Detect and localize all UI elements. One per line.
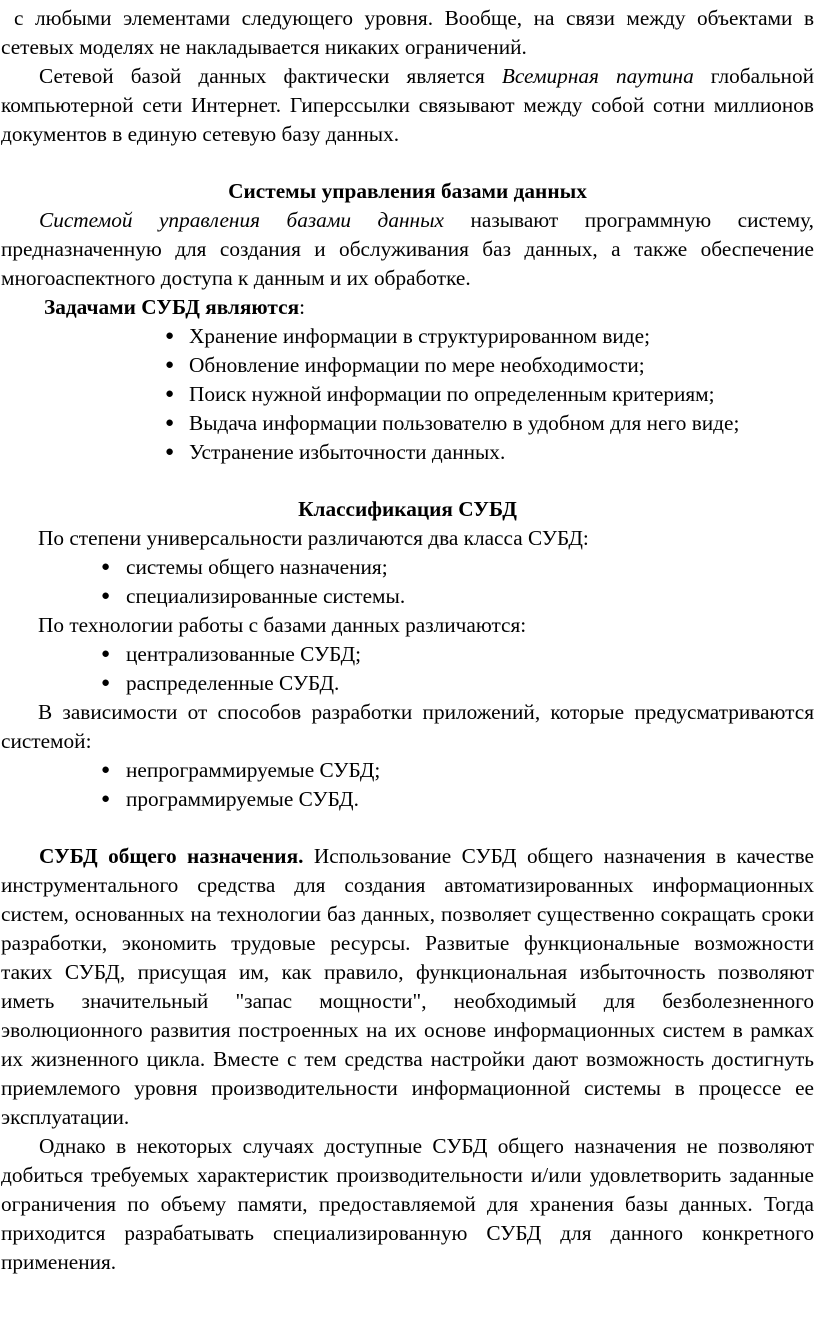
universality-intro: По степени универсальности различаются два класса СУБД: bbox=[38, 526, 589, 550]
paragraph-dbms-definition bbox=[1, 206, 814, 293]
text-run: Сетевой базой данных фактически является bbox=[39, 64, 502, 88]
list-item bbox=[1, 669, 814, 698]
web-term: Всемирная паутина bbox=[501, 64, 694, 88]
bullet-icon: ● bbox=[165, 357, 175, 373]
list-item bbox=[1, 582, 814, 611]
text-run: Использование СУБД общего назначения в качестве инструментального средства для создания автоматизированных информационных систем, основанных на технологии баз данных, позволяет существенно сокращать сроки разработки, экономить трудовые ресурсы. Развитые функциональные возможности таких СУБД, присущая им, как правило, функциональная избыточность позволяют иметь значительный "запас мощности", необходимый для безболезненного эволюционного развития построенных на их основе информационных систем в рамках их жизненного цикла. Вместе с тем средства настройки дают возможность достигнуть приемлемого уровня производительности информационной системы в процессе ее эксплуатации. bbox=[1, 844, 814, 1129]
bullet-icon: ● bbox=[165, 415, 175, 431]
tasks-label: Задачами СУБД являются bbox=[44, 295, 300, 319]
tasks-heading bbox=[1, 293, 814, 322]
bullet-icon: ● bbox=[101, 675, 111, 691]
development-intro: В зависимости от способов разработки приложений, которые предусматриваются системой: bbox=[1, 700, 814, 753]
paragraph-specialized: Однако в некоторых случаях доступные СУБД общего назначения не позволяют добиться требуемых характеристик производительности и/или удовлетворить заданные ограничения по объему памяти, предоставляемой для хранения базы данных. Тогда приходится разрабатывать специализированную СУБД для данного конкретного применения. bbox=[1, 1134, 814, 1274]
list-item-text: централизованные СУБД; bbox=[126, 642, 362, 666]
list-item-text: Устранение избыточности данных. bbox=[189, 440, 506, 464]
technology-list bbox=[1, 640, 814, 698]
list-item-text: программируемые СУБД. bbox=[126, 787, 359, 811]
list-item-text: Хранение информации в структурированном виде; bbox=[189, 324, 650, 348]
paragraph-network-links: с любыми элементами следующего уровня. Вообще, на связи между объектами в сетевых моделях не накладывается никаких ограничений. bbox=[1, 6, 814, 59]
list-item-text: Поиск нужной информации по определенным критериям; bbox=[189, 382, 715, 406]
development-list bbox=[1, 756, 814, 814]
text-run: называют программную систему, предназначенную для создания и обслуживания баз данных, а также обеспечение многоаспектного доступа к данным и их обработке. bbox=[1, 208, 815, 290]
list-item bbox=[1, 553, 814, 582]
bullet-icon: ● bbox=[165, 444, 175, 460]
list-item bbox=[1, 322, 814, 351]
bullet-icon: ● bbox=[101, 559, 111, 575]
bullet-icon: ● bbox=[165, 328, 175, 344]
list-item-text: системы общего назначения; bbox=[126, 555, 388, 579]
technology-intro: По технологии работы с базами данных различаются: bbox=[38, 613, 527, 637]
bullet-icon: ● bbox=[101, 791, 111, 807]
heading-dbms: Системы управления базами данных bbox=[228, 179, 587, 203]
paragraph-web bbox=[1, 62, 814, 149]
universality-list bbox=[1, 553, 814, 611]
list-item-text: Выдача информации пользователю в удобном для него виде; bbox=[189, 411, 740, 435]
list-item bbox=[1, 351, 814, 380]
list-item-text: Обновление информации по мере необходимости; bbox=[189, 353, 645, 377]
tasks-list bbox=[1, 322, 814, 467]
tasks-colon: : bbox=[299, 295, 306, 319]
dbms-term: Системой управления базами данных bbox=[39, 208, 444, 232]
bullet-icon: ● bbox=[101, 588, 111, 604]
list-item bbox=[1, 640, 814, 669]
list-item bbox=[1, 409, 814, 438]
list-item bbox=[1, 785, 814, 814]
list-item-text: непрограммируемые СУБД; bbox=[126, 758, 381, 782]
list-item-text: специализированные системы. bbox=[126, 584, 406, 608]
text-run: глобальной компьютерной сети Интернет. Гиперссылки связывают между собой сотни миллионов документов в единую сетевую базу данных. bbox=[1, 64, 814, 146]
paragraph-general-purpose bbox=[1, 842, 814, 1132]
list-item bbox=[1, 756, 814, 785]
bullet-icon: ● bbox=[101, 762, 111, 778]
heading-classification: Классификация СУБД bbox=[298, 497, 517, 521]
list-item bbox=[1, 380, 814, 409]
bullet-icon: ● bbox=[101, 646, 111, 662]
bullet-icon: ● bbox=[165, 386, 175, 402]
list-item-text: распределенные СУБД. bbox=[126, 671, 340, 695]
general-purpose-label: СУБД общего назначения. bbox=[39, 844, 304, 868]
list-item bbox=[1, 438, 814, 467]
